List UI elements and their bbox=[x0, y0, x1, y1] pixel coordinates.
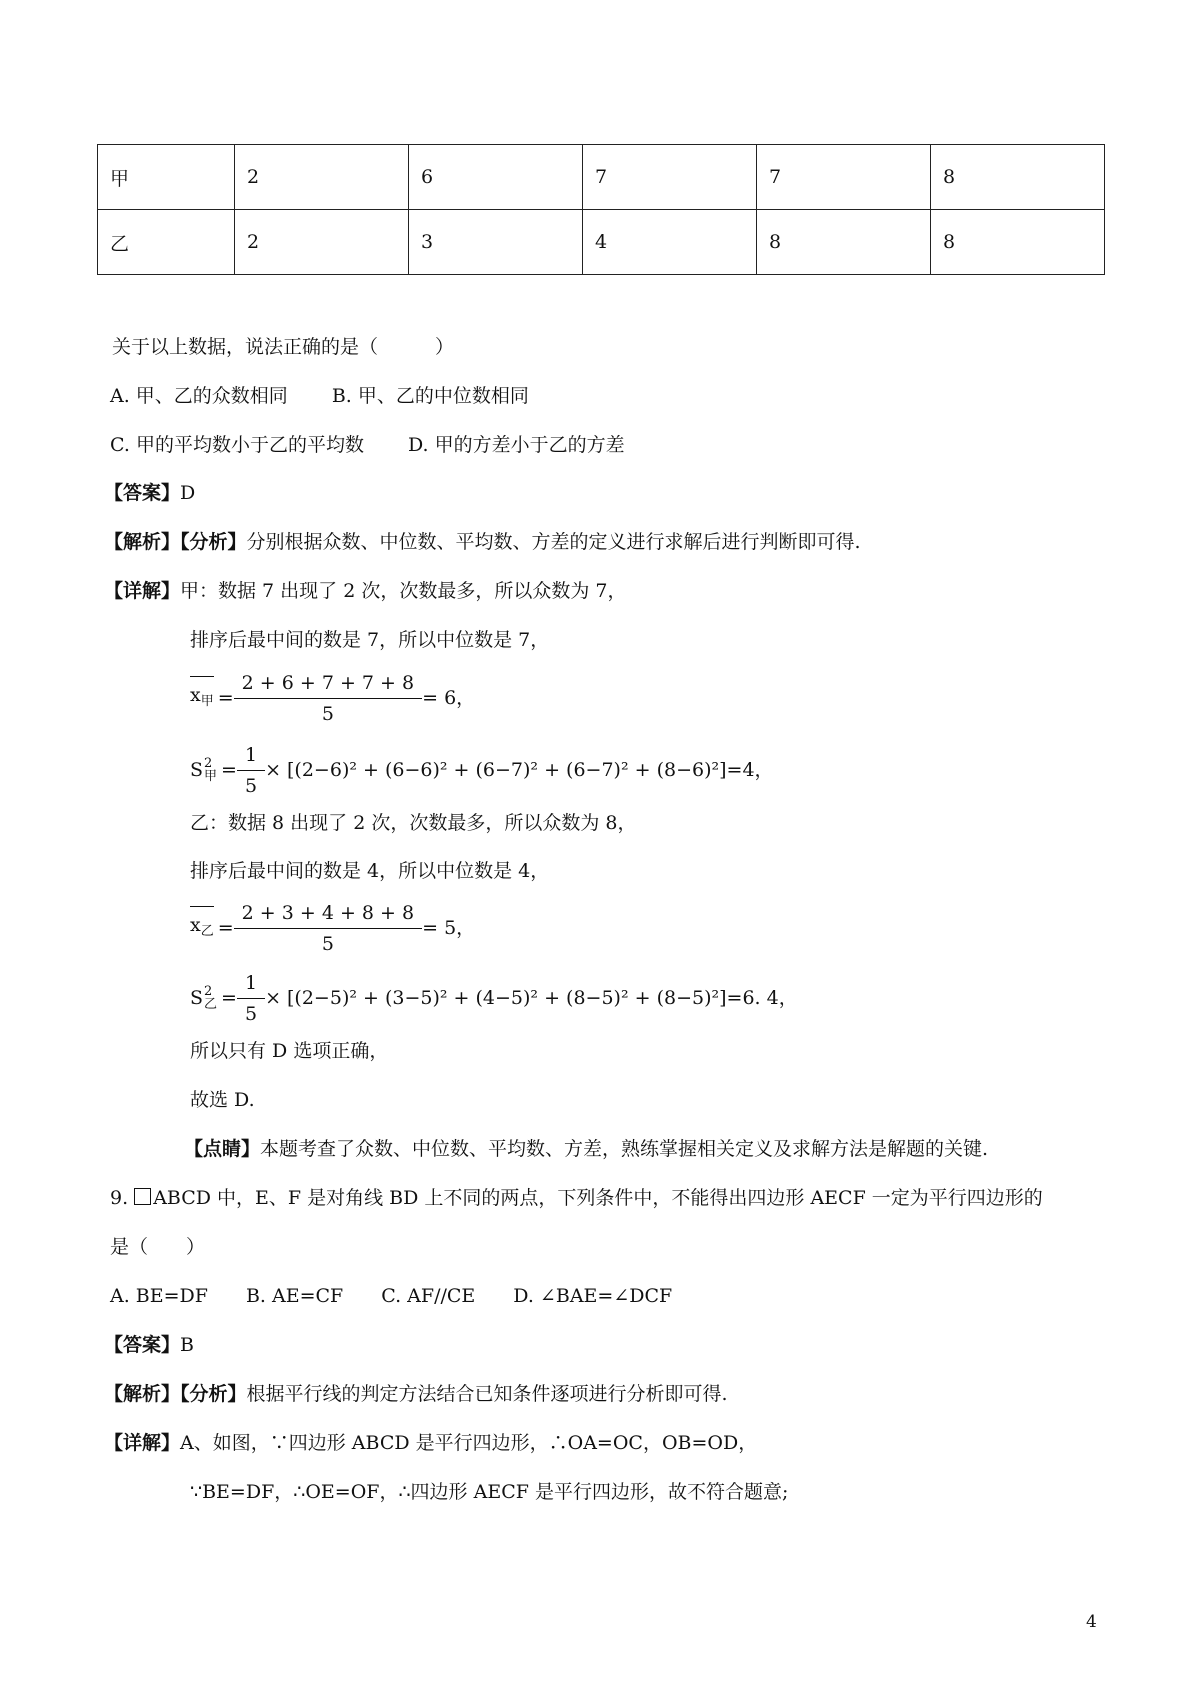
analysis-tag: 【解析】【分析】 bbox=[104, 531, 247, 553]
q8-detail-5: 所以只有 D 选项正确， bbox=[190, 1040, 389, 1062]
q9-question-line2: 是（ ） bbox=[110, 1236, 206, 1258]
fraction: $\frac{2 + 6 + 7 + 7 + 8}{5}$ bbox=[238, 670, 418, 727]
answer-value: D bbox=[180, 482, 196, 504]
answer-tag: 【答案】 bbox=[104, 1334, 181, 1356]
q8-comment bbox=[184, 1136, 988, 1162]
detail-text: A、如图，∵四边形 ABCD 是平行四边形，∴OA=OC，OB=OD， bbox=[180, 1432, 758, 1454]
q8-detail-3: 乙：数据 8 出现了 2 次，次数最多，所以众数为 8， bbox=[190, 812, 637, 834]
comment-tag: 【点睛】 bbox=[184, 1138, 261, 1160]
page-number: 4 bbox=[1086, 1612, 1097, 1632]
table-cell: 4 bbox=[583, 210, 757, 275]
q9-analysis bbox=[104, 1381, 728, 1407]
row-label: 乙 bbox=[98, 210, 235, 275]
mean-jia-formula: $x_甲$ = $\frac{2 + 6 + 7 + 7 + 8}{5}$ = 6， bbox=[190, 671, 476, 725]
table-cell: 2 bbox=[235, 145, 409, 210]
q8-options-line1: A. 甲、乙的众数相同 B. 甲、乙的中位数相同 bbox=[110, 385, 529, 407]
q9-answer bbox=[104, 1332, 194, 1358]
q8-options-line2: C. 甲的平均数小于乙的平均数 D. 甲的方差小于乙的方差 bbox=[110, 434, 625, 456]
analysis-text: 根据平行线的判定方法结合已知条件逐项进行分析即可得. bbox=[246, 1383, 728, 1405]
mean-yi-formula: $x_乙$ = $\frac{2 + 3 + 4 + 8 + 8}{5}$ = 5， bbox=[190, 901, 476, 955]
variance-yi-formula: S 2 乙 = $\frac{1}{5}$ × [(2−5)² + (3−5)² + (4−5)² + (8−5)² + (8−5)²]=6. 4， bbox=[190, 971, 798, 1025]
data-table bbox=[97, 144, 1105, 275]
table-row bbox=[98, 210, 1105, 275]
row-label: 甲 bbox=[98, 145, 235, 210]
comment-text: 本题考查了众数、中位数、平均数、方差，熟练掌握相关定义及求解方法是解题的关键. bbox=[260, 1138, 989, 1160]
analysis-text: 分别根据众数、中位数、平均数、方差的定义进行求解后进行判断即可得. bbox=[246, 531, 861, 553]
table-cell: 8 bbox=[931, 210, 1105, 275]
table-cell: 8 bbox=[931, 145, 1105, 210]
q8-detail-1 bbox=[104, 578, 626, 604]
table-cell: 6 bbox=[409, 145, 583, 210]
q8-detail-4: 排序后最中间的数是 4，所以中位数是 4， bbox=[190, 860, 550, 882]
analysis-tag: 【解析】【分析】 bbox=[104, 1383, 247, 1405]
q8-detail-2: 排序后最中间的数是 7，所以中位数是 7， bbox=[190, 629, 550, 651]
detail-text: 甲：数据 7 出现了 2 次，次数最多，所以众数为 7， bbox=[180, 580, 627, 602]
answer-value: B bbox=[180, 1334, 194, 1356]
question-number: 9. bbox=[110, 1187, 129, 1209]
fraction: $\frac{2 + 3 + 4 + 8 + 8}{5}$ bbox=[238, 900, 418, 957]
q9-detail-1 bbox=[104, 1430, 757, 1456]
table-cell: 7 bbox=[583, 145, 757, 210]
q9-question-line1 bbox=[110, 1185, 1043, 1211]
question-text: ABCD 中，E、F 是对角线 BD 上不同的两点，下列条件中，不能得出四边形 AECF 一定为平行四边形的 bbox=[153, 1187, 1043, 1209]
q8-analysis bbox=[104, 529, 861, 555]
q9-detail-2: ∵BE=DF，∴OE=OF，∴四边形 AECF 是平行四边形，故不符合题意; bbox=[190, 1481, 789, 1503]
fraction: $\frac{1}{5}$ bbox=[241, 970, 261, 1027]
mean-symbol: $x_乙$ bbox=[190, 912, 214, 945]
detail-tag: 【详解】 bbox=[104, 1432, 181, 1454]
q8-detail-6: 故选 D. bbox=[190, 1089, 255, 1111]
variance-jia-formula: S 2 甲 = $\frac{1}{5}$ × [(2−6)² + (6−6)² + (6−7)² + (6−7)² + (8−6)²]=4， bbox=[190, 743, 774, 797]
table-cell: 3 bbox=[409, 210, 583, 275]
fraction: $\frac{1}{5}$ bbox=[241, 742, 261, 799]
q9-options: A. BE=DF B. AE=CF C. AF//CE D. ∠BAE=∠DCF bbox=[110, 1285, 673, 1307]
q8-answer bbox=[104, 480, 195, 506]
table-cell: 8 bbox=[757, 210, 931, 275]
q8-question: 关于以上数据，说法正确的是（ ） bbox=[112, 336, 455, 358]
table-row bbox=[98, 145, 1105, 210]
table-cell: 7 bbox=[757, 145, 931, 210]
mean-symbol: $x_甲$ bbox=[190, 682, 214, 715]
detail-tag: 【详解】 bbox=[104, 580, 181, 602]
answer-tag: 【答案】 bbox=[104, 482, 181, 504]
parallelogram-icon bbox=[134, 1188, 151, 1205]
table-cell: 2 bbox=[235, 210, 409, 275]
